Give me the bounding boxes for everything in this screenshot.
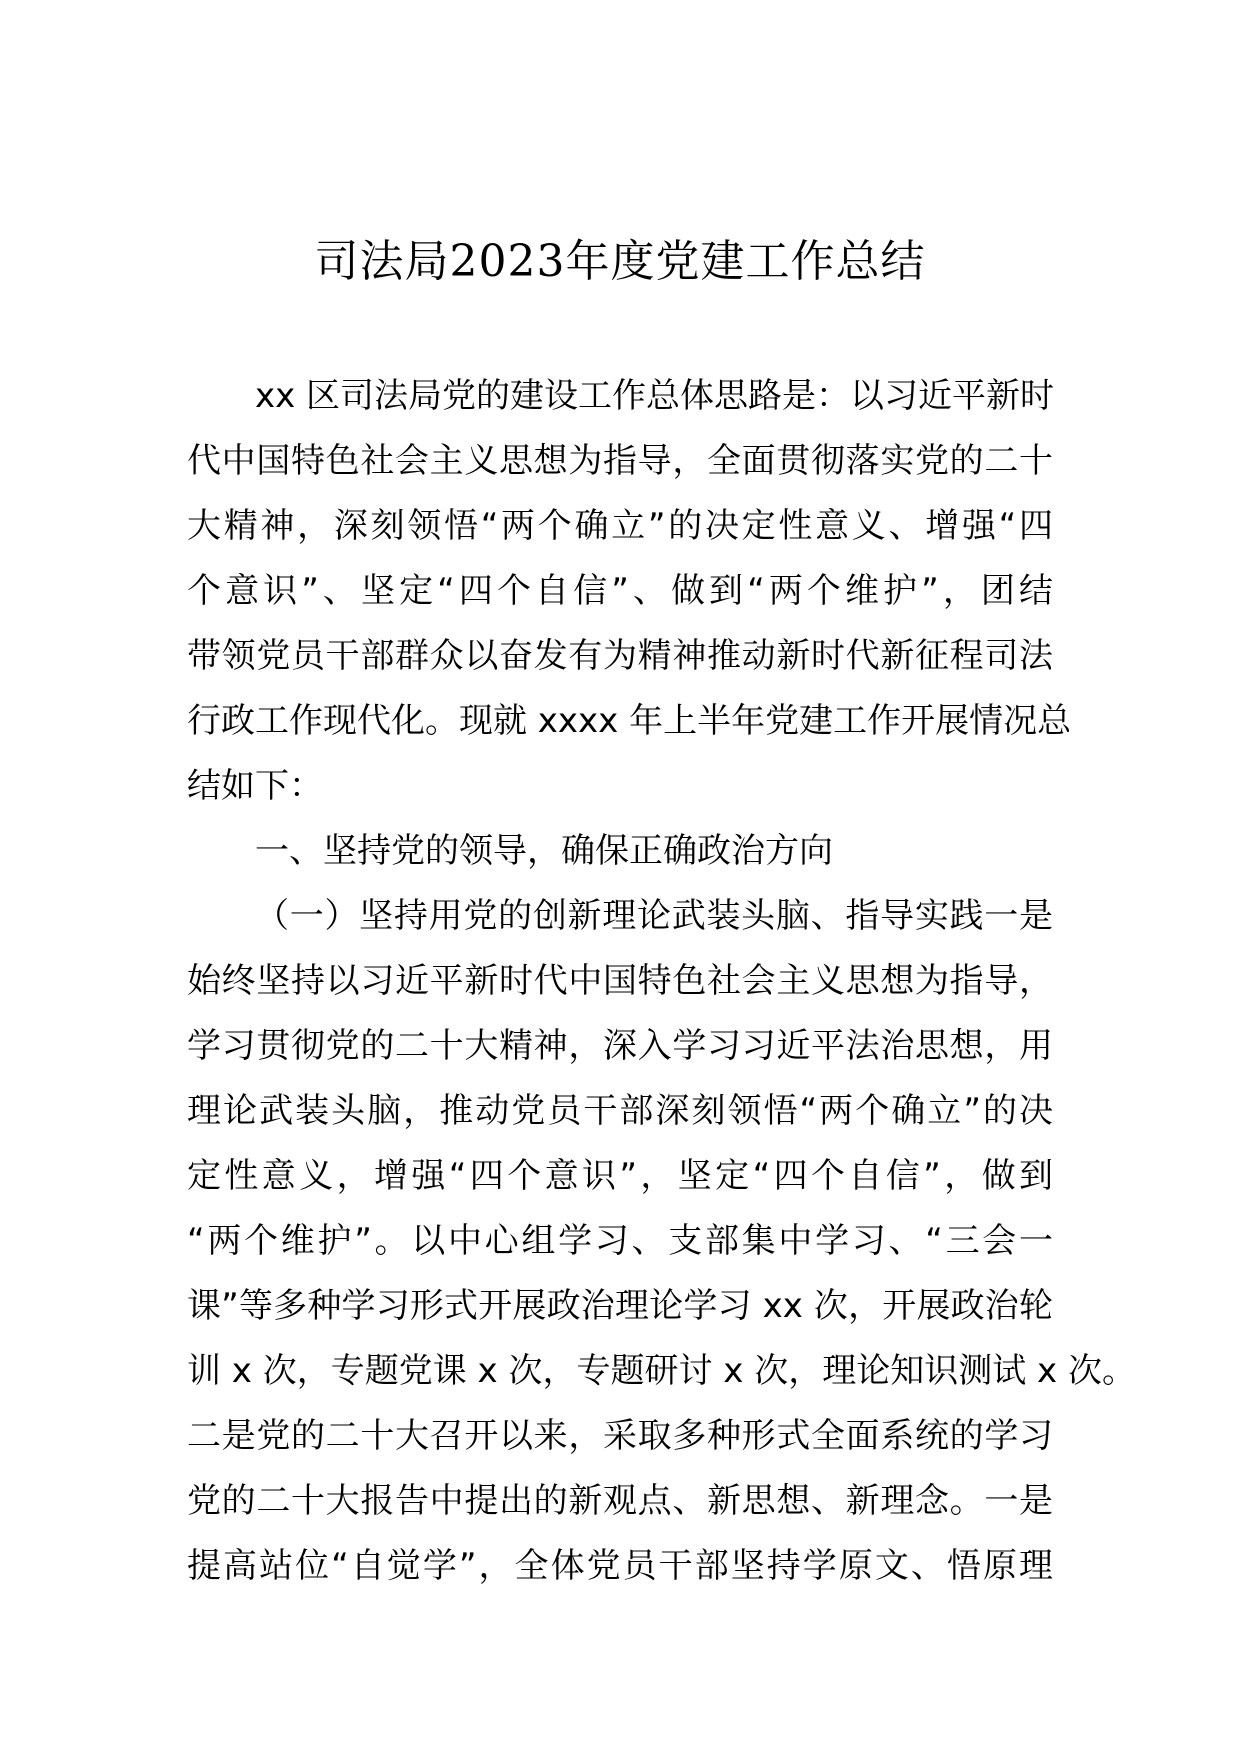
document-title: 司法局2023年度党建工作总结 xyxy=(314,236,926,287)
paragraph-line: 课”等多种学习形式开展政治理论学习 xx 次，开展政治轮 xyxy=(187,1286,1053,1326)
paragraph-line: 提高站位“自觉学”，全体党员干部坚持学原文、悟原理 xyxy=(187,1546,1053,1586)
paragraph-line: 学习贯彻党的二十大精神，深入学习习近平法治思想，用 xyxy=(187,1026,1053,1066)
paragraph-line: 行政工作现代化。现就 xxxx 年上半年党建工作开展情况总 xyxy=(187,701,1072,741)
paragraph-line: xx 区司法局党的建设工作总体思路是：以习近平新时 xyxy=(255,376,1055,416)
paragraph-line: 定性意义，增强“四个意识”，坚定“四个自信”，做到 xyxy=(187,1156,1053,1196)
paragraph-line: “两个维护”。以中心组学习、支部集中学习、“三会一 xyxy=(187,1221,1053,1261)
document-body xyxy=(187,364,1136,1599)
paragraph-line: 大精神，深刻领悟“两个确立”的决定性意义、增强“四 xyxy=(187,506,1053,546)
paragraph-line: 始终坚持以习近平新时代中国特色社会主义思想为指导， xyxy=(187,961,1053,1001)
section-heading: 一、坚持党的领导，确保正确政治方向 xyxy=(255,831,833,871)
paragraph-line: 个意识”、坚定“四个自信”、做到“两个维护”，团结 xyxy=(187,571,1053,611)
paragraph-line: 党的二十大报告中提出的新观点、新思想、新理念。一是 xyxy=(187,1481,1053,1521)
paragraph-line: 二是党的二十大召开以来，采取多种形式全面系统的学习 xyxy=(187,1416,1053,1456)
paragraph-line: 训 x 次，专题党课 x 次，专题研讨 x 次，理论知识测试 x 次。 xyxy=(187,1351,1136,1391)
paragraph-line: 结如下： xyxy=(187,766,323,806)
paragraph-line: 理论武装头脑，推动党员干部深刻领悟“两个确立”的决 xyxy=(187,1091,1053,1131)
paragraph-line: （一）坚持用党的创新理论武装头脑、指导实践一是 xyxy=(255,896,1053,936)
paragraph-line: 带领党员干部群众以奋发有为精神推动新时代新征程司法 xyxy=(187,636,1053,676)
paragraph-line: 代中国特色社会主义思想为指导，全面贯彻落实党的二十 xyxy=(187,441,1053,481)
